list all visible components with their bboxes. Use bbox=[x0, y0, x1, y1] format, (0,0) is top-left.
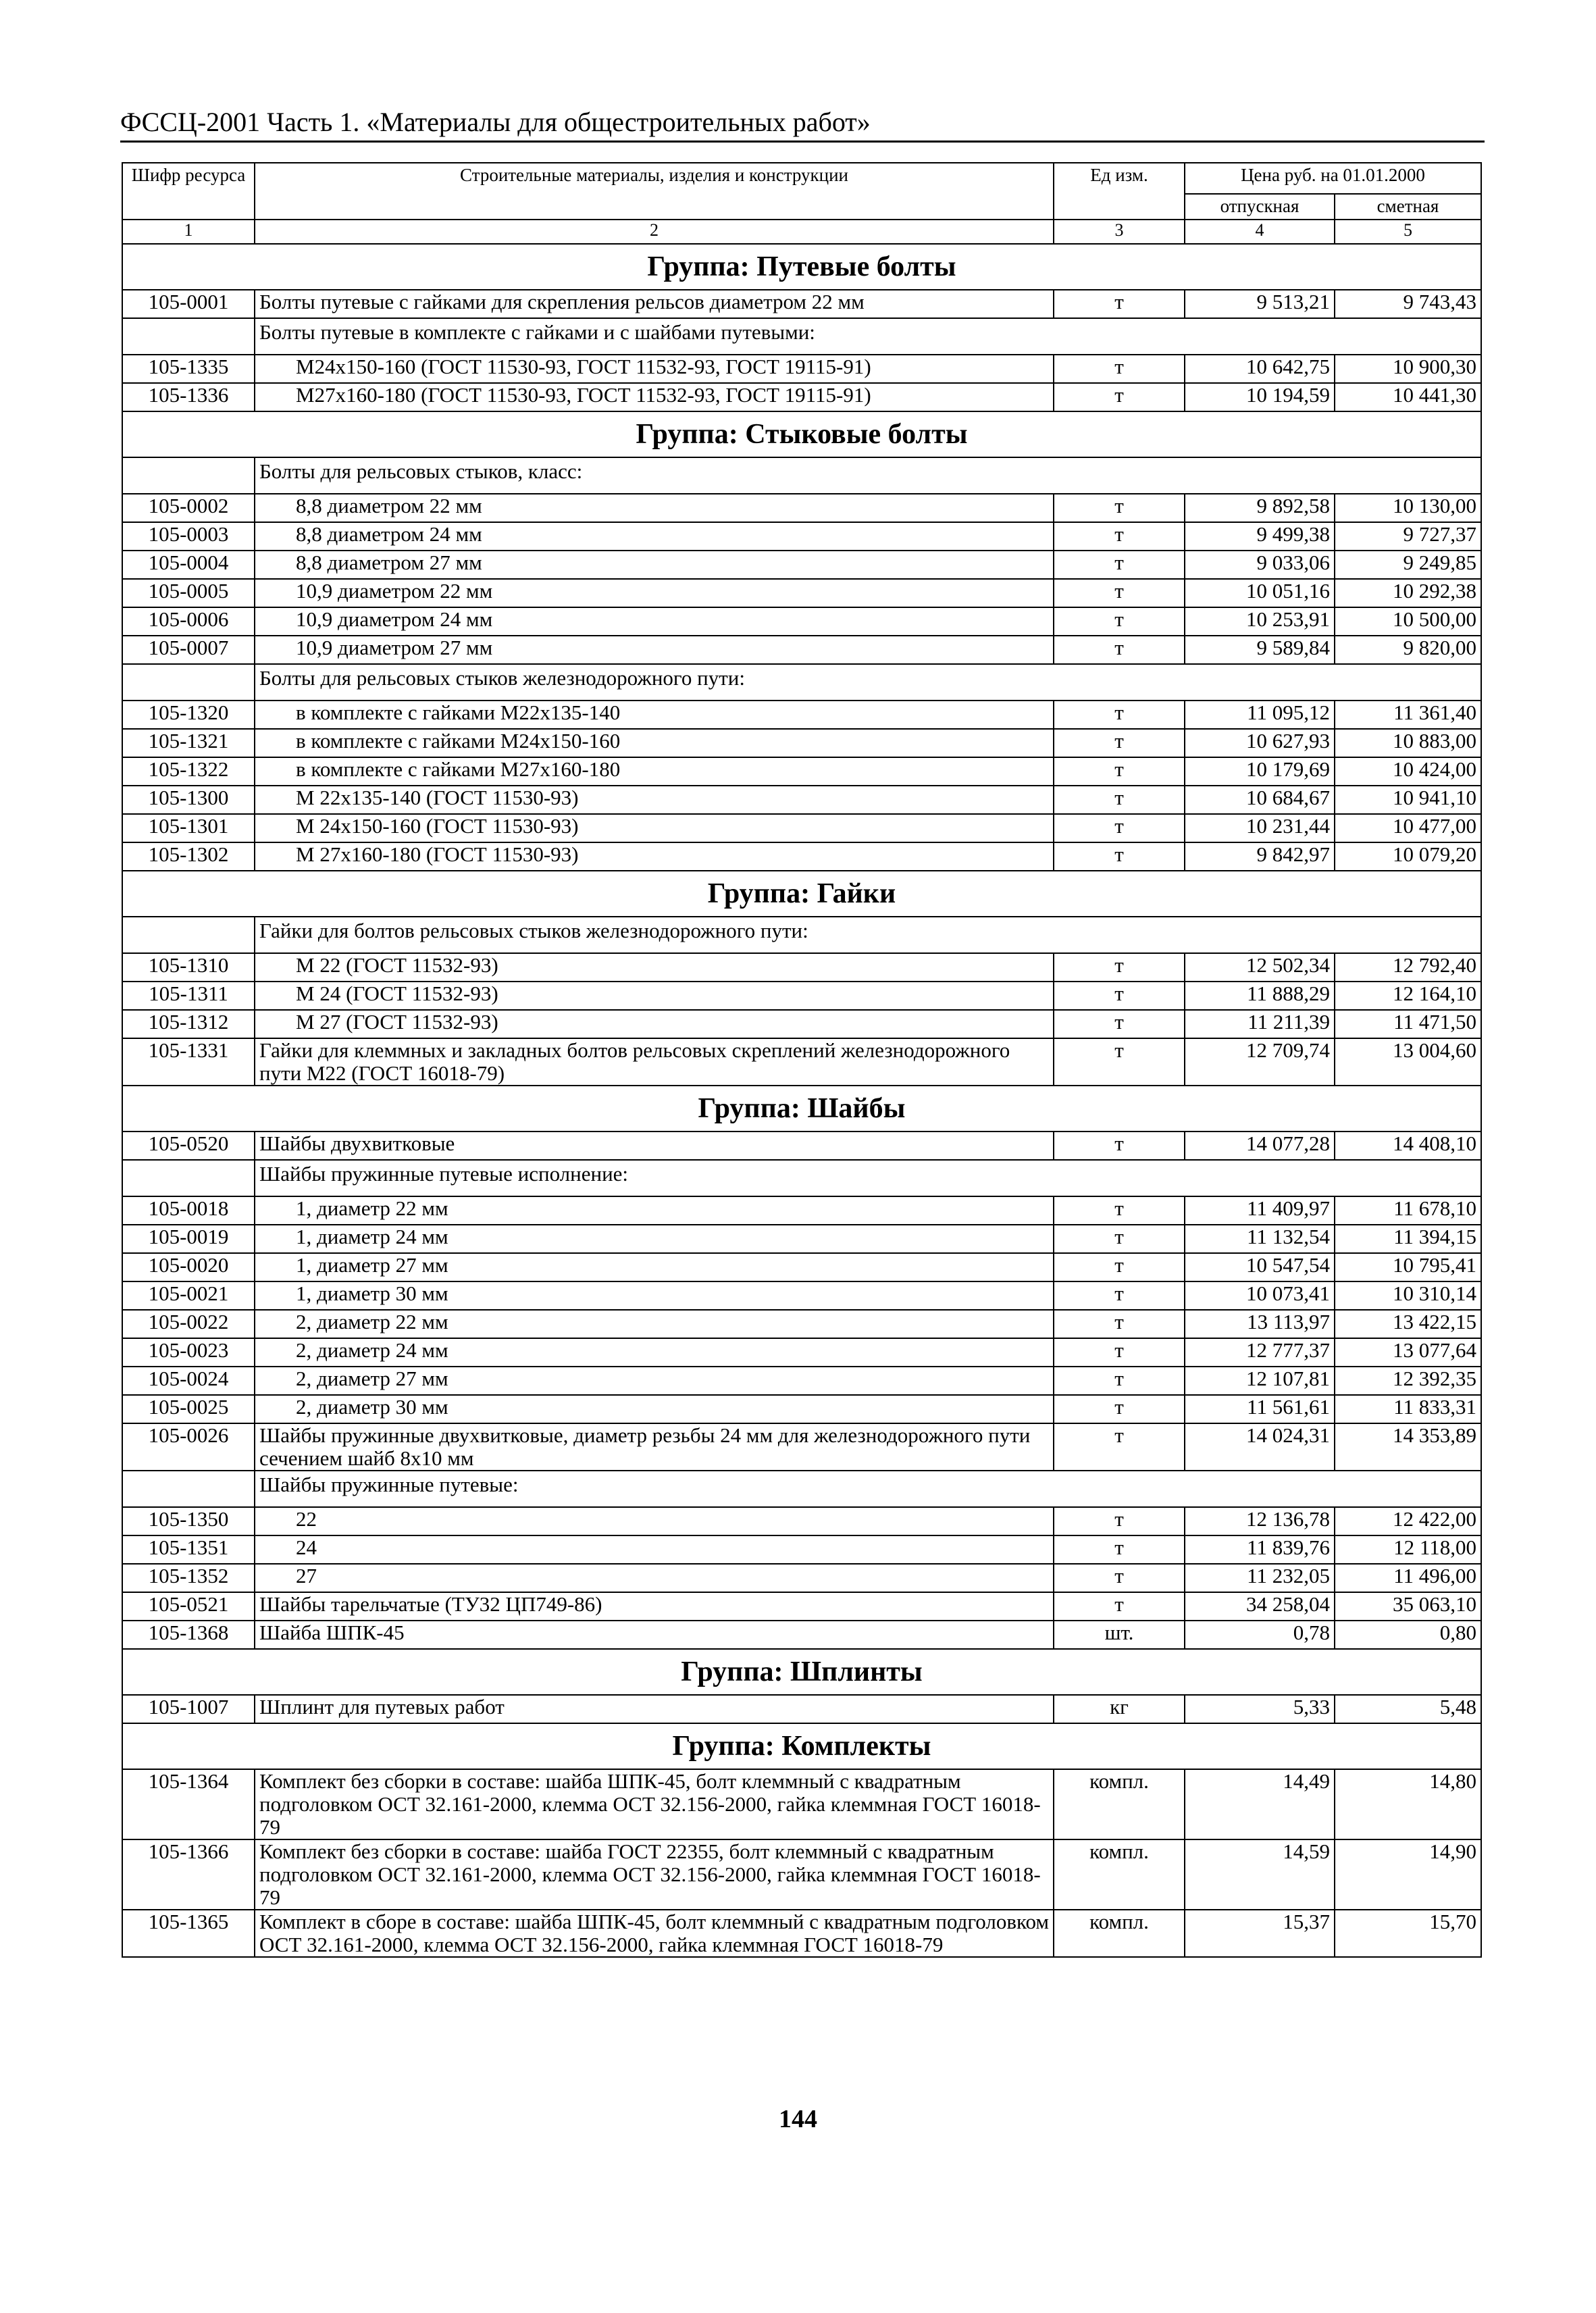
material-name-cell: Болты путевые с гайками для скрепления рельсов диаметром 22 мм bbox=[255, 290, 1054, 318]
resource-code-cell: 105-1007 bbox=[122, 1695, 255, 1723]
release-price-cell: 11 888,29 bbox=[1185, 982, 1335, 1010]
table-row bbox=[122, 953, 1481, 982]
release-price-cell: 10 231,44 bbox=[1185, 814, 1335, 842]
unit-cell: т bbox=[1054, 1281, 1185, 1310]
release-price-cell: 10 684,67 bbox=[1185, 786, 1335, 814]
resource-code-cell: 105-1300 bbox=[122, 786, 255, 814]
release-price-cell: 12 777,37 bbox=[1185, 1338, 1335, 1367]
table-row bbox=[122, 729, 1481, 757]
price-table bbox=[122, 162, 1482, 1958]
material-name-cell: 1, диаметр 27 мм bbox=[255, 1253, 1054, 1281]
estimate-price-cell: 12 792,40 bbox=[1335, 953, 1481, 982]
estimate-price-cell: 10 441,30 bbox=[1335, 383, 1481, 411]
estimate-price-cell: 10 079,20 bbox=[1335, 842, 1481, 871]
resource-code-cell: 105-1320 bbox=[122, 701, 255, 729]
unit-cell: т bbox=[1054, 1367, 1185, 1395]
estimate-price-cell: 14,90 bbox=[1335, 1839, 1481, 1910]
resource-code-cell: 105-0004 bbox=[122, 551, 255, 579]
resource-code-cell: 105-1366 bbox=[122, 1839, 255, 1910]
unit-cell: т bbox=[1054, 1535, 1185, 1564]
estimate-price-cell: 11 496,00 bbox=[1335, 1564, 1481, 1592]
release-price-cell: 11 095,12 bbox=[1185, 701, 1335, 729]
subheading-text: Шайбы пружинные путевые: bbox=[255, 1471, 1481, 1507]
estimate-price-cell: 14,80 bbox=[1335, 1769, 1481, 1839]
column-header-name: Строительные материалы, изделия и конструкции bbox=[255, 163, 1054, 220]
subheading-text: Болты для рельсовых стыков железнодорожного пути: bbox=[255, 664, 1481, 701]
empty-code-cell bbox=[122, 1160, 255, 1196]
unit-cell: т bbox=[1054, 1132, 1185, 1160]
empty-code-cell bbox=[122, 457, 255, 494]
resource-code-cell: 105-1352 bbox=[122, 1564, 255, 1592]
table-row bbox=[122, 1769, 1481, 1839]
table-row bbox=[122, 1621, 1481, 1649]
unit-cell: т bbox=[1054, 757, 1185, 786]
table-header bbox=[122, 163, 1481, 244]
resource-code-cell: 105-1312 bbox=[122, 1010, 255, 1038]
resource-code-cell: 105-0002 bbox=[122, 494, 255, 522]
material-name-cell: М 24х150-160 (ГОСТ 11530-93) bbox=[255, 814, 1054, 842]
group-row bbox=[122, 1086, 1481, 1132]
group-row bbox=[122, 244, 1481, 290]
resource-code-cell: 105-1302 bbox=[122, 842, 255, 871]
estimate-price-cell: 11 394,15 bbox=[1335, 1225, 1481, 1253]
unit-cell: компл. bbox=[1054, 1910, 1185, 1957]
material-name-cell: 8,8 диаметром 24 мм bbox=[255, 522, 1054, 551]
resource-code-cell: 105-0005 bbox=[122, 579, 255, 607]
header-rule bbox=[120, 141, 1485, 143]
resource-code-cell: 105-0520 bbox=[122, 1132, 255, 1160]
group-title: Группа: Шплинты bbox=[122, 1649, 1481, 1695]
release-price-cell: 34 258,04 bbox=[1185, 1592, 1335, 1621]
table-row bbox=[122, 701, 1481, 729]
material-name-cell: в комплекте с гайками М24х150-160 bbox=[255, 729, 1054, 757]
unit-cell: т bbox=[1054, 1338, 1185, 1367]
release-price-cell: 10 642,75 bbox=[1185, 355, 1335, 383]
material-name-cell: М 27х160-180 (ГОСТ 11530-93) bbox=[255, 842, 1054, 871]
unit-cell: шт. bbox=[1054, 1621, 1185, 1649]
unit-cell: т bbox=[1054, 551, 1185, 579]
material-name-cell: Шайбы пружинные двухвитковые, диаметр резьбы 24 мм для железнодорожного пути сечением шайб 8х10 мм bbox=[255, 1423, 1054, 1471]
unit-cell: кг bbox=[1054, 1695, 1185, 1723]
release-price-cell: 10 073,41 bbox=[1185, 1281, 1335, 1310]
material-name-cell: 10,9 диаметром 22 мм bbox=[255, 579, 1054, 607]
table-row bbox=[122, 1010, 1481, 1038]
unit-cell: т bbox=[1054, 1592, 1185, 1621]
release-price-cell: 14,49 bbox=[1185, 1769, 1335, 1839]
estimate-price-cell: 10 477,00 bbox=[1335, 814, 1481, 842]
table-row bbox=[122, 551, 1481, 579]
column-number: 1 bbox=[122, 220, 255, 244]
estimate-price-cell: 13 422,15 bbox=[1335, 1310, 1481, 1338]
page-number: 144 bbox=[779, 2105, 817, 2133]
subheading-row bbox=[122, 1471, 1481, 1507]
release-price-cell: 11 839,76 bbox=[1185, 1535, 1335, 1564]
unit-cell: т bbox=[1054, 355, 1185, 383]
subheading-row bbox=[122, 457, 1481, 494]
unit-cell: т bbox=[1054, 579, 1185, 607]
column-number: 5 bbox=[1335, 220, 1481, 244]
estimate-price-cell: 10 292,38 bbox=[1335, 579, 1481, 607]
table-row bbox=[122, 355, 1481, 383]
table-row bbox=[122, 1395, 1481, 1423]
unit-cell: т bbox=[1054, 953, 1185, 982]
estimate-price-cell: 11 361,40 bbox=[1335, 701, 1481, 729]
release-price-cell: 9 513,21 bbox=[1185, 290, 1335, 318]
material-name-cell: 22 bbox=[255, 1507, 1054, 1535]
resource-code-cell: 105-1322 bbox=[122, 757, 255, 786]
table-row bbox=[122, 1564, 1481, 1592]
material-name-cell: Комплект без сборки в составе: шайба ШПК-45, болт клеммный с квадратным подголовком ОСТ 32.161-2000, клемма ОСТ 32.156-2000, гайка клеммная ГОСТ 16018-79 bbox=[255, 1769, 1054, 1839]
material-name-cell: Шайбы тарельчатые (ТУ32 ЦП749-86) bbox=[255, 1592, 1054, 1621]
material-name-cell: 10,9 диаметром 24 мм bbox=[255, 607, 1054, 636]
estimate-price-cell: 9 820,00 bbox=[1335, 636, 1481, 664]
estimate-price-cell: 12 164,10 bbox=[1335, 982, 1481, 1010]
unit-cell: т bbox=[1054, 383, 1185, 411]
resource-code-cell: 105-1301 bbox=[122, 814, 255, 842]
table-row bbox=[122, 290, 1481, 318]
group-title: Группа: Гайки bbox=[122, 871, 1481, 917]
material-name-cell: в комплекте с гайками М27х160-180 bbox=[255, 757, 1054, 786]
resource-code-cell: 105-1321 bbox=[122, 729, 255, 757]
group-row bbox=[122, 1723, 1481, 1769]
table-row bbox=[122, 636, 1481, 664]
group-title: Группа: Путевые болты bbox=[122, 244, 1481, 290]
release-price-cell: 14 024,31 bbox=[1185, 1423, 1335, 1471]
estimate-price-cell: 9 727,37 bbox=[1335, 522, 1481, 551]
material-name-cell: М27х160-180 (ГОСТ 11530-93, ГОСТ 11532-93, ГОСТ 19115-91) bbox=[255, 383, 1054, 411]
material-name-cell: Гайки для клеммных и закладных болтов рельсовых скреплений железнодорожного пути М22 (ГОСТ 16018-79) bbox=[255, 1038, 1054, 1086]
estimate-price-cell: 13 077,64 bbox=[1335, 1338, 1481, 1367]
group-row bbox=[122, 411, 1481, 457]
resource-code-cell: 105-1364 bbox=[122, 1769, 255, 1839]
group-row bbox=[122, 1649, 1481, 1695]
material-name-cell: Комплект в сборе в составе: шайба ШПК-45, болт клеммный с квадратным подголовком ОСТ 32.161-2000, клемма ОСТ 32.156-2000, гайка клеммная ГОСТ 16018-79 bbox=[255, 1910, 1054, 1957]
resource-code-cell: 105-1335 bbox=[122, 355, 255, 383]
subheading-text: Гайки для болтов рельсовых стыков железнодорожного пути: bbox=[255, 917, 1481, 953]
table-row bbox=[122, 982, 1481, 1010]
table-row bbox=[122, 1338, 1481, 1367]
estimate-price-cell: 10 795,41 bbox=[1335, 1253, 1481, 1281]
estimate-price-cell: 14 353,89 bbox=[1335, 1423, 1481, 1471]
subheading-text: Шайбы пружинные путевые исполнение: bbox=[255, 1160, 1481, 1196]
resource-code-cell: 105-0521 bbox=[122, 1592, 255, 1621]
estimate-price-cell: 35 063,10 bbox=[1335, 1592, 1481, 1621]
material-name-cell: 1, диаметр 22 мм bbox=[255, 1196, 1054, 1225]
estimate-price-cell: 12 392,35 bbox=[1335, 1367, 1481, 1395]
table-row bbox=[122, 1132, 1481, 1160]
estimate-price-cell: 11 833,31 bbox=[1335, 1395, 1481, 1423]
unit-cell: т bbox=[1054, 1038, 1185, 1086]
table-row bbox=[122, 1253, 1481, 1281]
release-price-cell: 12 107,81 bbox=[1185, 1367, 1335, 1395]
estimate-price-cell: 11 471,50 bbox=[1335, 1010, 1481, 1038]
table-row bbox=[122, 1839, 1481, 1910]
group-row bbox=[122, 871, 1481, 917]
material-name-cell: 2, диаметр 27 мм bbox=[255, 1367, 1054, 1395]
resource-code-cell: 105-1310 bbox=[122, 953, 255, 982]
estimate-price-cell: 10 883,00 bbox=[1335, 729, 1481, 757]
resource-code-cell: 105-0003 bbox=[122, 522, 255, 551]
column-number: 3 bbox=[1054, 220, 1185, 244]
release-price-cell: 0,78 bbox=[1185, 1621, 1335, 1649]
unit-cell: т bbox=[1054, 636, 1185, 664]
unit-cell: т bbox=[1054, 290, 1185, 318]
release-price-cell: 12 709,74 bbox=[1185, 1038, 1335, 1086]
release-price-cell: 13 113,97 bbox=[1185, 1310, 1335, 1338]
material-name-cell: М 24 (ГОСТ 11532-93) bbox=[255, 982, 1054, 1010]
column-header-release: отпускная bbox=[1185, 194, 1335, 220]
unit-cell: т bbox=[1054, 1564, 1185, 1592]
subheading-row bbox=[122, 664, 1481, 701]
release-price-cell: 9 842,97 bbox=[1185, 842, 1335, 871]
estimate-price-cell: 0,80 bbox=[1335, 1621, 1481, 1649]
resource-code-cell: 105-1336 bbox=[122, 383, 255, 411]
release-price-cell: 10 627,93 bbox=[1185, 729, 1335, 757]
material-name-cell: 2, диаметр 22 мм bbox=[255, 1310, 1054, 1338]
empty-code-cell bbox=[122, 664, 255, 701]
empty-code-cell bbox=[122, 917, 255, 953]
release-price-cell: 11 409,97 bbox=[1185, 1196, 1335, 1225]
unit-cell: т bbox=[1054, 842, 1185, 871]
material-name-cell: М 22х135-140 (ГОСТ 11530-93) bbox=[255, 786, 1054, 814]
resource-code-cell: 105-0007 bbox=[122, 636, 255, 664]
resource-code-cell: 105-1365 bbox=[122, 1910, 255, 1957]
estimate-price-cell: 10 500,00 bbox=[1335, 607, 1481, 636]
table-row bbox=[122, 786, 1481, 814]
unit-cell: т bbox=[1054, 607, 1185, 636]
release-price-cell: 11 561,61 bbox=[1185, 1395, 1335, 1423]
table-row bbox=[122, 494, 1481, 522]
unit-cell: т bbox=[1054, 701, 1185, 729]
release-price-cell: 11 211,39 bbox=[1185, 1010, 1335, 1038]
unit-cell: т bbox=[1054, 1196, 1185, 1225]
page-header-title: ФССЦ-2001 Часть 1. «Материалы для общестроительных работ» bbox=[120, 107, 871, 137]
resource-code-cell: 105-0020 bbox=[122, 1253, 255, 1281]
release-price-cell: 10 051,16 bbox=[1185, 579, 1335, 607]
release-price-cell: 9 033,06 bbox=[1185, 551, 1335, 579]
resource-code-cell: 105-0018 bbox=[122, 1196, 255, 1225]
table-row bbox=[122, 522, 1481, 551]
estimate-price-cell: 10 310,14 bbox=[1335, 1281, 1481, 1310]
unit-cell: т bbox=[1054, 786, 1185, 814]
release-price-cell: 10 547,54 bbox=[1185, 1253, 1335, 1281]
column-header-unit: Ед изм. bbox=[1054, 163, 1185, 220]
unit-cell: компл. bbox=[1054, 1769, 1185, 1839]
resource-code-cell: 105-0019 bbox=[122, 1225, 255, 1253]
material-name-cell: 2, диаметр 30 мм bbox=[255, 1395, 1054, 1423]
table-row bbox=[122, 757, 1481, 786]
table-row bbox=[122, 1423, 1481, 1471]
resource-code-cell: 105-1311 bbox=[122, 982, 255, 1010]
table-row bbox=[122, 1196, 1481, 1225]
group-title: Группа: Комплекты bbox=[122, 1723, 1481, 1769]
material-name-cell: 24 bbox=[255, 1535, 1054, 1564]
table-row bbox=[122, 814, 1481, 842]
unit-cell: т bbox=[1054, 1423, 1185, 1471]
column-header-price: Цена руб. на 01.01.2000 bbox=[1185, 163, 1481, 194]
estimate-price-cell: 12 422,00 bbox=[1335, 1507, 1481, 1535]
empty-code-cell bbox=[122, 1471, 255, 1507]
table-row bbox=[122, 842, 1481, 871]
release-price-cell: 14 077,28 bbox=[1185, 1132, 1335, 1160]
column-number: 4 bbox=[1185, 220, 1335, 244]
subheading-row bbox=[122, 318, 1481, 355]
material-name-cell: 8,8 диаметром 22 мм bbox=[255, 494, 1054, 522]
page-header bbox=[120, 103, 1485, 142]
column-header-code: Шифр ресурса bbox=[122, 163, 255, 220]
resource-code-cell: 105-1350 bbox=[122, 1507, 255, 1535]
material-name-cell: М24х150-160 (ГОСТ 11530-93, ГОСТ 11532-93, ГОСТ 19115-91) bbox=[255, 355, 1054, 383]
estimate-price-cell: 12 118,00 bbox=[1335, 1535, 1481, 1564]
estimate-price-cell: 9 743,43 bbox=[1335, 290, 1481, 318]
estimate-price-cell: 9 249,85 bbox=[1335, 551, 1481, 579]
resource-code-cell: 105-0023 bbox=[122, 1338, 255, 1367]
material-name-cell: Комплект без сборки в составе: шайба ГОСТ 22355, болт клеммный с квадратным подголовком ОСТ 32.161-2000, клемма ОСТ 32.156-2000, гайка клеммная ГОСТ 16018-79 bbox=[255, 1839, 1054, 1910]
table-row bbox=[122, 579, 1481, 607]
table-row bbox=[122, 607, 1481, 636]
resource-code-cell: 105-0006 bbox=[122, 607, 255, 636]
table-row bbox=[122, 1281, 1481, 1310]
material-name-cell: М 22 (ГОСТ 11532-93) bbox=[255, 953, 1054, 982]
release-price-cell: 11 232,05 bbox=[1185, 1564, 1335, 1592]
subheading-row bbox=[122, 1160, 1481, 1196]
resource-code-cell: 105-0001 bbox=[122, 290, 255, 318]
resource-code-cell: 105-0026 bbox=[122, 1423, 255, 1471]
release-price-cell: 12 502,34 bbox=[1185, 953, 1335, 982]
table-row bbox=[122, 1592, 1481, 1621]
table-row bbox=[122, 1910, 1481, 1957]
estimate-price-cell: 10 130,00 bbox=[1335, 494, 1481, 522]
release-price-cell: 15,37 bbox=[1185, 1910, 1335, 1957]
release-price-cell: 5,33 bbox=[1185, 1695, 1335, 1723]
resource-code-cell: 105-0022 bbox=[122, 1310, 255, 1338]
estimate-price-cell: 14 408,10 bbox=[1335, 1132, 1481, 1160]
table-body bbox=[122, 244, 1481, 1957]
resource-code-cell: 105-0021 bbox=[122, 1281, 255, 1310]
unit-cell: т bbox=[1054, 522, 1185, 551]
table-row bbox=[122, 1367, 1481, 1395]
material-name-cell: М 27 (ГОСТ 11532-93) bbox=[255, 1010, 1054, 1038]
material-name-cell: Шплинт для путевых работ bbox=[255, 1695, 1054, 1723]
release-price-cell: 10 253,91 bbox=[1185, 607, 1335, 636]
table-row bbox=[122, 1225, 1481, 1253]
material-name-cell: 1, диаметр 30 мм bbox=[255, 1281, 1054, 1310]
resource-code-cell: 105-1351 bbox=[122, 1535, 255, 1564]
unit-cell: т bbox=[1054, 1310, 1185, 1338]
estimate-price-cell: 10 941,10 bbox=[1335, 786, 1481, 814]
empty-code-cell bbox=[122, 318, 255, 355]
table-row bbox=[122, 383, 1481, 411]
resource-code-cell: 105-1368 bbox=[122, 1621, 255, 1649]
estimate-price-cell: 5,48 bbox=[1335, 1695, 1481, 1723]
release-price-cell: 9 499,38 bbox=[1185, 522, 1335, 551]
release-price-cell: 10 194,59 bbox=[1185, 383, 1335, 411]
estimate-price-cell: 11 678,10 bbox=[1335, 1196, 1481, 1225]
subheading-row bbox=[122, 917, 1481, 953]
material-name-cell: 1, диаметр 24 мм bbox=[255, 1225, 1054, 1253]
material-name-cell: Шайба ШПК-45 bbox=[255, 1621, 1054, 1649]
release-price-cell: 10 179,69 bbox=[1185, 757, 1335, 786]
table-row bbox=[122, 1695, 1481, 1723]
material-name-cell: 27 bbox=[255, 1564, 1054, 1592]
release-price-cell: 12 136,78 bbox=[1185, 1507, 1335, 1535]
release-price-cell: 9 892,58 bbox=[1185, 494, 1335, 522]
column-header-estimate: сметная bbox=[1335, 194, 1481, 220]
subheading-text: Болты для рельсовых стыков, класс: bbox=[255, 457, 1481, 494]
unit-cell: т bbox=[1054, 1225, 1185, 1253]
material-name-cell: 8,8 диаметром 27 мм bbox=[255, 551, 1054, 579]
material-name-cell: 2, диаметр 24 мм bbox=[255, 1338, 1054, 1367]
group-title: Группа: Стыковые болты bbox=[122, 411, 1481, 457]
table-row bbox=[122, 1310, 1481, 1338]
table-row bbox=[122, 1507, 1481, 1535]
unit-cell: т bbox=[1054, 1395, 1185, 1423]
release-price-cell: 14,59 bbox=[1185, 1839, 1335, 1910]
unit-cell: т bbox=[1054, 982, 1185, 1010]
unit-cell: т bbox=[1054, 1253, 1185, 1281]
unit-cell: т bbox=[1054, 814, 1185, 842]
unit-cell: компл. bbox=[1054, 1839, 1185, 1910]
estimate-price-cell: 10 424,00 bbox=[1335, 757, 1481, 786]
column-number: 2 bbox=[255, 220, 1054, 244]
estimate-price-cell: 13 004,60 bbox=[1335, 1038, 1481, 1086]
table-row bbox=[122, 1535, 1481, 1564]
estimate-price-cell: 10 900,30 bbox=[1335, 355, 1481, 383]
estimate-price-cell: 15,70 bbox=[1335, 1910, 1481, 1957]
unit-cell: т bbox=[1054, 1507, 1185, 1535]
unit-cell: т bbox=[1054, 494, 1185, 522]
material-name-cell: в комплекте с гайками М22х135-140 bbox=[255, 701, 1054, 729]
unit-cell: т bbox=[1054, 1010, 1185, 1038]
table-row bbox=[122, 1038, 1481, 1086]
subheading-text: Болты путевые в комплекте с гайками и с шайбами путевыми: bbox=[255, 318, 1481, 355]
release-price-cell: 9 589,84 bbox=[1185, 636, 1335, 664]
resource-code-cell: 105-1331 bbox=[122, 1038, 255, 1086]
release-price-cell: 11 132,54 bbox=[1185, 1225, 1335, 1253]
material-name-cell: Шайбы двухвитковые bbox=[255, 1132, 1054, 1160]
group-title: Группа: Шайбы bbox=[122, 1086, 1481, 1132]
resource-code-cell: 105-0025 bbox=[122, 1395, 255, 1423]
unit-cell: т bbox=[1054, 729, 1185, 757]
material-name-cell: 10,9 диаметром 27 мм bbox=[255, 636, 1054, 664]
resource-code-cell: 105-0024 bbox=[122, 1367, 255, 1395]
